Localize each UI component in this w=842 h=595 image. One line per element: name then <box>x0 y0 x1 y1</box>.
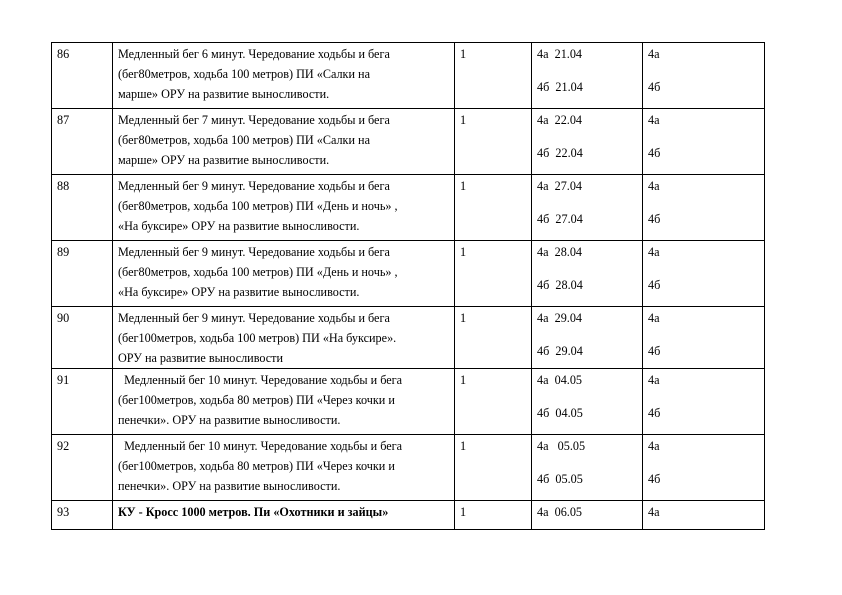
lesson-topic-cell <box>113 43 455 109</box>
lesson-topic-line: марше» ОРУ на развитие выносливости. <box>118 87 330 101</box>
class-label-entry: 4б <box>648 344 661 358</box>
class-date-entry: 4б 28.04 <box>537 278 583 292</box>
planned-date-cell <box>532 435 643 501</box>
actual-date-cell <box>643 241 765 307</box>
planned-date-cell <box>532 369 643 435</box>
hours-cell: 1 <box>455 109 532 175</box>
actual-date-cell <box>643 501 765 530</box>
class-date-entry: 4а 29.04 <box>537 311 583 325</box>
lesson-number-cell: 93 <box>52 501 113 530</box>
lesson-topic-line: (бег100метров, ходьба 80 метров) ПИ «Через кочки и <box>118 459 395 473</box>
lesson-topic-line: пенечки». ОРУ на развитие выносливости. <box>118 413 341 427</box>
lesson-topic-line: пенечки». ОРУ на развитие выносливости. <box>118 479 341 493</box>
class-date-entry: 4а 27.04 <box>537 179 583 193</box>
lesson-topic-line: ОРУ на развитие выносливости <box>118 351 284 365</box>
planned-date-cell <box>532 109 643 175</box>
lesson-topic-line: Медленный бег 10 минут. Чередование ходьбы и бега <box>118 439 403 453</box>
lesson-topic-line: «На буксире» ОРУ на развитие выносливости. <box>118 285 360 299</box>
actual-date-cell <box>643 307 765 369</box>
lesson-number-cell: 92 <box>52 435 113 501</box>
class-label-entry: 4б <box>648 406 661 420</box>
lesson-number-cell: 88 <box>52 175 113 241</box>
hours-cell: 1 <box>455 435 532 501</box>
lesson-plan-table <box>51 42 765 530</box>
table-row <box>52 501 765 530</box>
lesson-topic-cell <box>113 175 455 241</box>
class-date-entry: 4б 22.04 <box>537 146 583 160</box>
lesson-topic-line: Медленный бег 10 минут. Чередование ходьбы и бега <box>118 373 403 387</box>
class-date-entry: 4а 04.05 <box>537 373 583 387</box>
table-row <box>52 435 765 501</box>
hours-cell: 1 <box>455 501 532 530</box>
class-date-entry: 4б 21.04 <box>537 80 583 94</box>
hours-cell: 1 <box>455 175 532 241</box>
class-label-entry: 4б <box>648 472 661 486</box>
lesson-number-cell: 91 <box>52 369 113 435</box>
actual-date-cell <box>643 369 765 435</box>
class-label-entry: 4а <box>648 47 660 61</box>
table-row <box>52 307 765 369</box>
actual-date-cell <box>643 435 765 501</box>
actual-date-cell <box>643 43 765 109</box>
class-label-entry: 4а <box>648 439 660 453</box>
class-label-entry: 4а <box>648 113 660 127</box>
planned-date-cell <box>532 241 643 307</box>
lesson-number-cell: 87 <box>52 109 113 175</box>
planned-date-cell <box>532 43 643 109</box>
class-label-entry: 4а <box>648 373 660 387</box>
class-date-entry: 4а 06.05 <box>537 505 583 519</box>
hours-cell: 1 <box>455 307 532 369</box>
planned-date-cell <box>532 501 643 530</box>
class-label-entry: 4б <box>648 212 661 226</box>
lesson-topic-line: Медленный бег 7 минут. Чередование ходьбы и бега <box>118 113 390 127</box>
lesson-number-cell: 90 <box>52 307 113 369</box>
table-body <box>52 43 765 530</box>
class-label-entry: 4а <box>648 311 660 325</box>
class-label-entry: 4а <box>648 505 660 519</box>
class-label-entry: 4а <box>648 179 660 193</box>
lesson-topic-line: (бег100метров, ходьба 80 метров) ПИ «Через кочки и <box>118 393 395 407</box>
hours-cell: 1 <box>455 43 532 109</box>
lesson-topic-line: Медленный бег 9 минут. Чередование ходьбы и бега <box>118 179 390 193</box>
lesson-topic-line: Медленный бег 9 минут. Чередование ходьбы и бега <box>118 311 390 325</box>
table-row <box>52 241 765 307</box>
lesson-topic-line: марше» ОРУ на развитие выносливости. <box>118 153 330 167</box>
lesson-topic-line: КУ - Кросс 1000 метров. Пи «Охотники и зайцы» <box>118 505 389 519</box>
class-date-entry: 4б 29.04 <box>537 344 583 358</box>
class-label-entry: 4б <box>648 146 661 160</box>
lesson-topic-cell <box>113 501 455 530</box>
class-date-entry: 4а 22.04 <box>537 113 583 127</box>
lesson-topic-line: «На буксире» ОРУ на развитие выносливости. <box>118 219 360 233</box>
class-label-entry: 4б <box>648 80 661 94</box>
lesson-number-cell: 86 <box>52 43 113 109</box>
lesson-topic-line: (бег80метров, ходьба 100 метров) ПИ «День и ночь» , <box>118 199 398 213</box>
lesson-number-cell: 89 <box>52 241 113 307</box>
class-label-entry: 4б <box>648 278 661 292</box>
planned-date-cell <box>532 307 643 369</box>
class-date-entry: 4б 27.04 <box>537 212 583 226</box>
class-date-entry: 4а 05.05 <box>537 439 586 453</box>
hours-cell: 1 <box>455 369 532 435</box>
hours-cell: 1 <box>455 241 532 307</box>
class-date-entry: 4б 04.05 <box>537 406 583 420</box>
lesson-topic-line: Медленный бег 9 минут. Чередование ходьбы и бега <box>118 245 390 259</box>
lesson-topic-cell <box>113 307 455 369</box>
actual-date-cell <box>643 109 765 175</box>
class-date-entry: 4а 21.04 <box>537 47 583 61</box>
actual-date-cell <box>643 175 765 241</box>
lesson-topic-line: Медленный бег 6 минут. Чередование ходьбы и бега <box>118 47 390 61</box>
lesson-topic-cell <box>113 369 455 435</box>
class-label-entry: 4а <box>648 245 660 259</box>
planned-date-cell <box>532 175 643 241</box>
class-date-entry: 4б 05.05 <box>537 472 583 486</box>
class-date-entry: 4а 28.04 <box>537 245 583 259</box>
lesson-topic-line: (бег80метров, ходьба 100 метров) ПИ «День и ночь» , <box>118 265 398 279</box>
table-row <box>52 369 765 435</box>
lesson-topic-cell <box>113 435 455 501</box>
lesson-topic-line: (бег80метров, ходьба 100 метров) ПИ «Салки на <box>118 133 370 147</box>
lesson-topic-line: (бег80метров, ходьба 100 метров) ПИ «Салки на <box>118 67 370 81</box>
lesson-topic-line: (бег100метров, ходьба 100 метров) ПИ «На буксире». <box>118 331 397 345</box>
table-row <box>52 43 765 109</box>
lesson-topic-cell <box>113 241 455 307</box>
table-row <box>52 175 765 241</box>
table-row <box>52 109 765 175</box>
lesson-topic-cell <box>113 109 455 175</box>
